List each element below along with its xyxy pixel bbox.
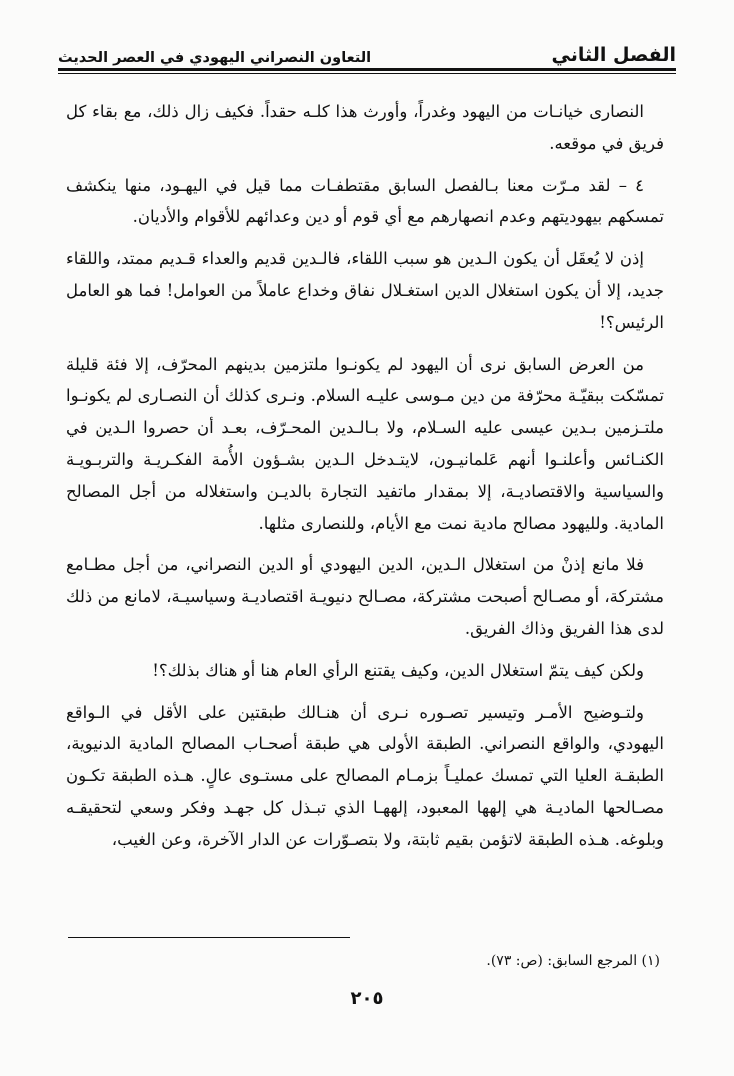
paragraph-4: من العرض السابق نرى أن اليهود لم يكونـوا ملتزمين بدينهم المحرّف، إلا فئة قليلة تمسّكت ببقيّـة محرّفة من دين مـوسى عليـه السلام. ونـرى كذلك أن النصـارى لم يكونـوا ملتـزمين بـدين عيسى عليه السـلام، ولا بـالـدين المحـرّف، بعـد أن حصروا الـدين في الكنـائس وأعلنـوا أنهم عَلمانيـون، لايتـدخل الـدين بشـؤون الأُمة الفكـريـة والتربـويـة والسياسية والاقتصاديـة، إلا بمقدار ماتفيد التجارة بالديـن واستغلاله من أجل المصالح المادية. ولليهود مصالح مادية نمت مع الأيام، وللنصارى مثلها. <box>66 354 664 533</box>
chapter-title: الفصل الثاني <box>551 44 676 66</box>
body-text <box>66 96 664 866</box>
running-header <box>58 30 676 66</box>
page-number: ٢٠٥ <box>350 988 384 1009</box>
header-rule-thin <box>58 73 676 74</box>
paragraph-3: إذن لا يُعقَل أن يكون الـدين هو سبب اللقاء، فالـدين قديم والعداء قـديم ممتد، واللقاء جديد، إلا أن يكون استغلال الدين استغـلال نفاق وخداع عاملاً من العوامل! فما هو العامل الرئيس؟! <box>66 249 664 332</box>
paragraph-1: النصارى خيانـات من اليهود وغدراً، وأورث هذا كلـه حقداً. فكيف زال ذلك، مع بقاء كل فريق في موقعه. <box>66 102 664 153</box>
paragraph-6: ولكن كيف يتمّ استغلال الدين، وكيف يقتنع الرأي العام هنا أو هناك بذلك؟! <box>152 660 644 680</box>
paragraph-2: ٤ – لقد مـرّت معنا بـالفصل السابق مقتطفـات مما قيل في اليهـود، منها ينكشف تمسكهم بيهوديتهم وعدم انصهارهم مع أي قوم أو دين وعدائهم للأقوام والأديان. <box>66 175 664 227</box>
footnote-divider <box>68 937 350 938</box>
header-rule <box>58 68 676 71</box>
paragraph-7: ولتـوضيح الأمـر وتيسير تصـوره نـرى أن هنـالك طبقتين على الأقل في الـواقع اليهودي، والواقع النصراني. الطبقة الأولى هي طبقة أصحـاب المصالح المادية الدنيوية، الطبقـة العليا التي تمسك عمليـاً بزمـام المصالح على مستـوى عالٍ. هـذه الطبقة تكـون مصـالحها الماديـة هي إلهها المعبود، إلههـا الذي تبـذل كل جهـد وفكر وسعي لتحقيقـه وبلوغه. هـذه الطبقة لاتؤمن بقيم ثابتة، ولا بتصـوّرات عن الدار الآخرة، وعن الغيب، <box>66 702 664 849</box>
paragraph-5: فلا مانع إذنْ من استغلال الـدين، الدين اليهودي أو الدين النصراني، من أجل مطـامع مشتركة، أو مصـالح أصبحت مشتركة، مصـالح دنيويـة اقتصاديـة وسياسيـة، لامانع من ذلك لدى هذا الفريق وذاك الفريق. <box>66 555 664 638</box>
book-title: التعاون النصراني اليهودي في العصر الحديث <box>58 50 372 66</box>
footnote: (١) المرجع السابق: (ص: ٧٣). <box>486 953 660 969</box>
